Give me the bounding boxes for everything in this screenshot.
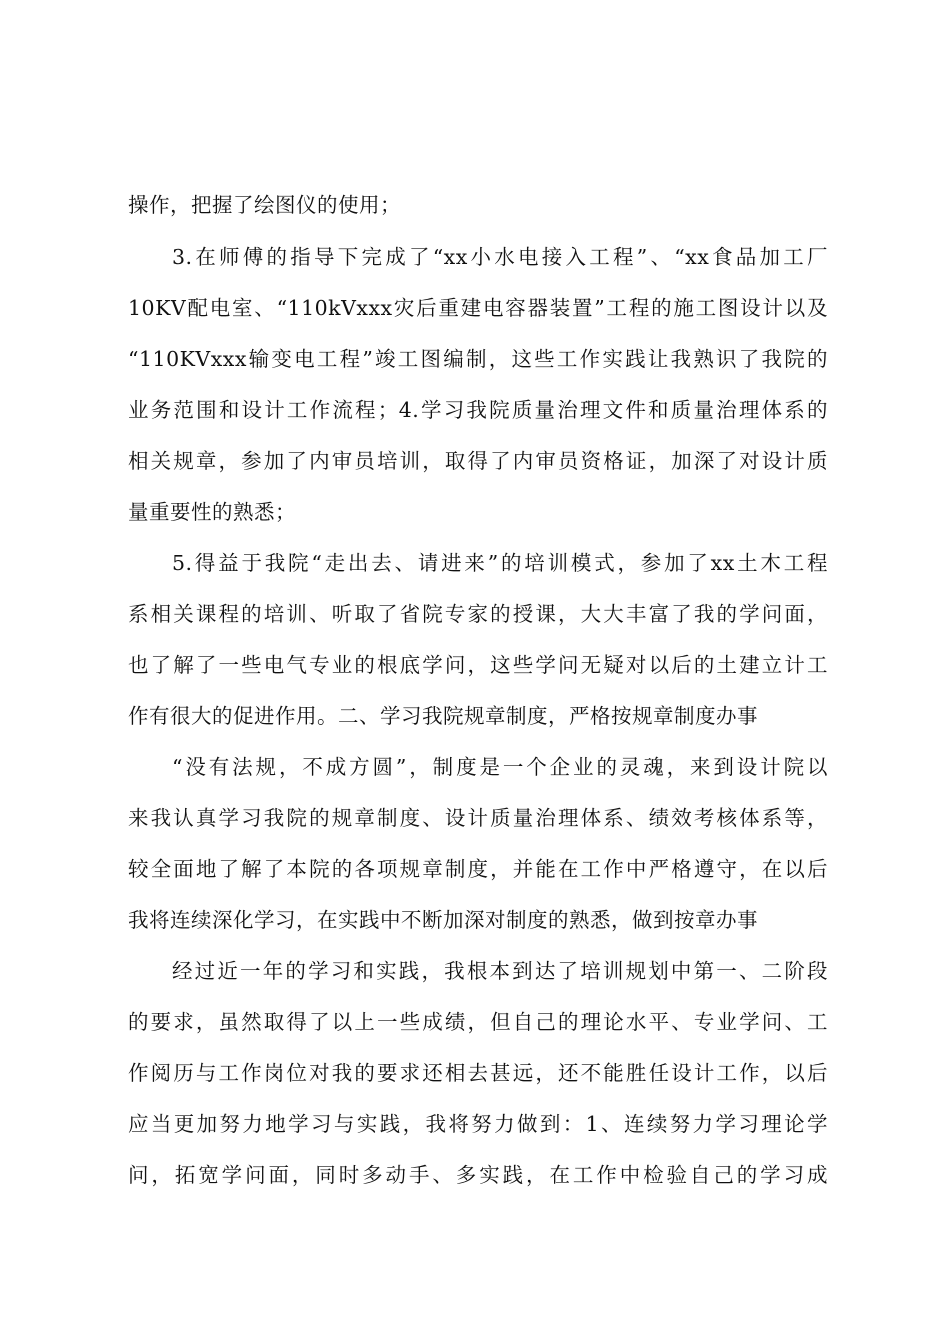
text-line: 量重要性的熟悉； <box>128 500 296 524</box>
text-line: “110KVxxx输变电工程”竣工图编制，这些工作实践让我熟识了我院的 <box>128 347 828 371</box>
text-line: 操作，把握了绘图仪的使用； <box>128 193 401 217</box>
text-line: 相关规章，参加了内审员培训，取得了内审员资格证，加深了对设计质 <box>128 449 828 473</box>
text-line: 经过近一年的学习和实践，我根本到达了培训规划中第一、二阶段 <box>172 959 828 983</box>
text-line: 的要求，虽然取得了以上一些成绩，但自己的理论水平、专业学问、工 <box>128 1010 828 1034</box>
text-line: 作阅历与工作岗位对我的要求还相去甚远，还不能胜任设计工作，以后 <box>128 1061 828 1085</box>
text-line: “没有法规，不成方圆”，制度是一个企业的灵魂，来到设计院以 <box>172 755 828 779</box>
text-line: 业务范围和设计工作流程；4.学习我院质量治理文件和质量治理体系的 <box>128 398 828 422</box>
text-line: 我将连续深化学习，在实践中不断加深对制度的熟悉，做到按章办事 <box>128 908 758 932</box>
text-line: 5.得益于我院“走出去、请进来”的培训模式，参加了xx土木工程 <box>172 551 828 575</box>
text-line: 来我认真学习我院的规章制度、设计质量治理体系、绩效考核体系等， <box>128 806 828 830</box>
text-line: 10KV配电室、“110kVxxx灾后重建电容器装置”工程的施工图设计以及 <box>128 296 828 320</box>
text-line: 应当更加努力地学习与实践，我将努力做到：1、连续努力学习理论学 <box>128 1112 828 1136</box>
text-line: 3.在师傅的指导下完成了“xx小水电接入工程”、“xx食品加工厂 <box>172 245 828 269</box>
text-line: 系相关课程的培训、听取了省院专家的授课，大大丰富了我的学问面， <box>128 602 828 626</box>
text-line: 问，拓宽学问面，同时多动手、多实践，在工作中检验自己的学习成 <box>128 1163 828 1187</box>
text-line: 较全面地了解了本院的各项规章制度，并能在工作中严格遵守，在以后 <box>128 857 828 881</box>
text-line: 也了解了一些电气专业的根底学问，这些学问无疑对以后的土建立计工 <box>128 653 828 677</box>
text-line: 作有很大的促进作用。二、学习我院规章制度，严格按规章制度办事 <box>128 704 758 728</box>
